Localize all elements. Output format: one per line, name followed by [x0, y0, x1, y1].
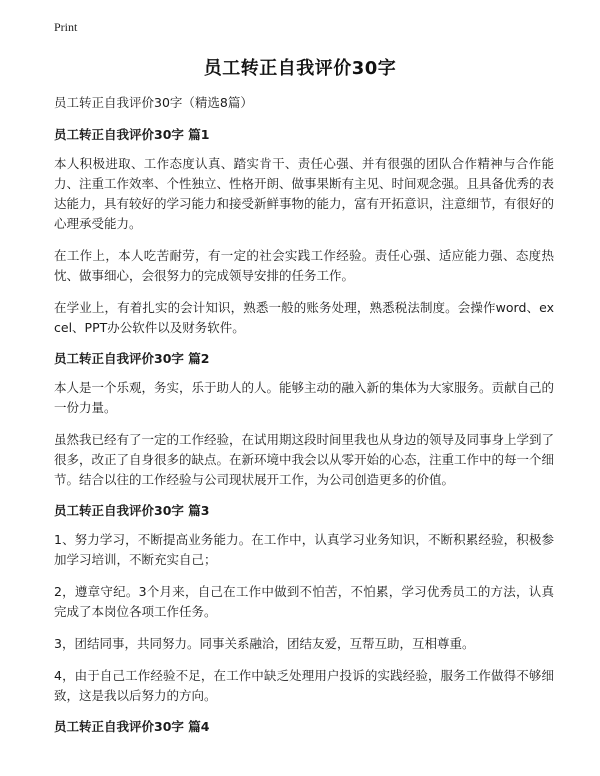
paragraph: 本人是一个乐观，务实，乐于助人的人。能够主动的融入新的集体为大家服务。贡献自己的一份力量。	[54, 380, 555, 415]
paragraph: 2，遵章守纪。3个月来，自己在工作中做到不怕苦，不怕累，学习优秀员工的方法，认真完成了本岗位各项工作任务。	[54, 584, 554, 619]
section-4	[54, 718, 554, 736]
section-heading: 员工转正自我评价30字 篇4	[54, 719, 210, 734]
paragraph: 在学业上，有着扎实的会计知识，熟悉一般的账务处理，熟悉税法制度。会操作word、excel、PPT办公软件以及财务软件。	[54, 300, 554, 335]
document-body	[54, 94, 554, 746]
paragraph: 虽然我已经有了一定的工作经验，在试用期这段时间里我也从身边的领导及同事身上学到了很多，改正了自身很多的缺点。在新环境中我会以从零开始的心态，注重工作中的每一个细节。结合以往的工作经验与公司现状展开工作，为公司创造更多的价值。	[54, 432, 555, 487]
paragraph: 3，团结同事，共同努力。同事关系融洽，团结友爱，互帮互助，互相尊重。	[54, 636, 475, 651]
section-2	[54, 350, 554, 490]
document-subtitle: 员工转正自我评价30字（精选8篇）	[54, 95, 253, 110]
section-heading: 员工转正自我评价30字 篇3	[54, 503, 210, 518]
print-label[interactable]: Print	[54, 20, 78, 34]
paragraph: 本人积极进取、工作态度认真、踏实肯干、责任心强、并有很强的团队合作精神与合作能力、注重工作效率、个性独立、性格开朗、做事果断有主见、时间观念强。且具备优秀的表达能力，具有较好的学习能力和接受新鲜事物的能力，富有开拓意识，注意细节，有很好的心理承受能力。	[54, 156, 555, 231]
document-title: 员工转正自我评价30字	[203, 58, 397, 79]
paragraph: 4，由于自己工作经验不足，在工作中缺乏处理用户投诉的实践经验，服务工作做得不够细致，这是我以后努力的方向。	[54, 668, 554, 703]
section-heading: 员工转正自我评价30字 篇2	[54, 351, 210, 366]
paragraph: 在工作上，本人吃苦耐劳，有一定的社会实践工作经验。责任心强、适应能力强、态度热忱、做事细心，会很努力的完成领导安排的任务工作。	[54, 248, 554, 283]
section-3	[54, 502, 554, 706]
paragraph: 1、努力学习，不断提高业务能力。在工作中，认真学习业务知识，不断积累经验，积极参加学习培训，不断充实自己；	[54, 532, 554, 567]
section-heading: 员工转正自我评价30字 篇1	[54, 127, 210, 142]
section-1	[54, 126, 554, 338]
